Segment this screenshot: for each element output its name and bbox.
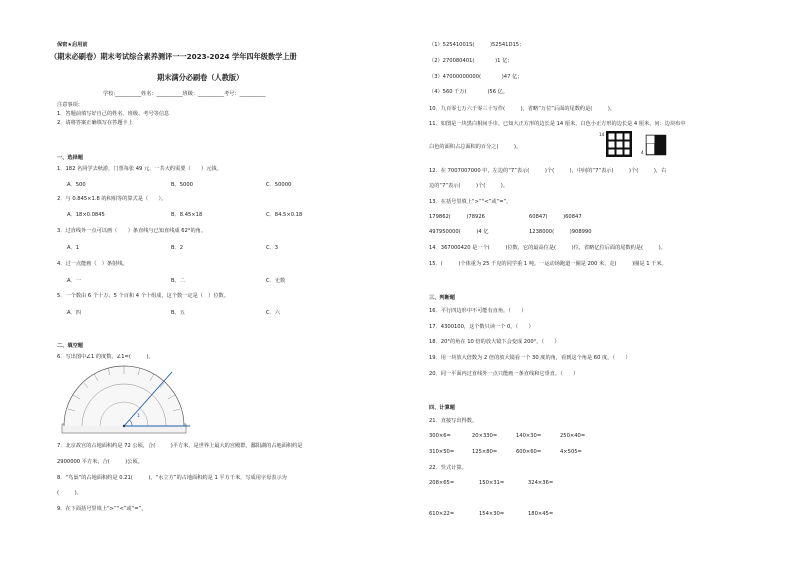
- q1-option-a: A．500: [67, 182, 86, 188]
- question-18: 18．20°的角在 10 倍的放大镜下会变成 200°。（ ）: [429, 339, 560, 345]
- calc-item: 4×505=: [560, 449, 582, 455]
- q5-option-a: A．四: [67, 310, 81, 316]
- question-17: 17．4300100，这个数只读一个 0。（ ）: [429, 324, 534, 330]
- calc-item: 250×40=: [560, 433, 586, 439]
- compare-item-4: （4）560 千万( )56 亿。: [429, 89, 509, 95]
- q5-option-c: C．六: [266, 310, 280, 316]
- question-8-line2: ( )。: [57, 490, 82, 496]
- q1-option-c: C．50000: [266, 182, 292, 188]
- question-12-line2: 边的“7”表示( )个( )。: [429, 183, 509, 189]
- question-13: 13．在括号里填上“>”“<”或“=”。: [429, 199, 512, 205]
- q4-option-b: B．二: [171, 278, 185, 284]
- figure-side-label-b: 4: [641, 150, 644, 155]
- compare-item-2: （2）270080401( )1 亿；: [429, 58, 513, 64]
- question-8-line1: 8．“鸟巢”的占地面积约是 0.21( )，“水立方”的占地面积约是 1 平方千米，写成用字母表示为: [57, 475, 287, 481]
- calc-item: 140×30=: [516, 433, 542, 439]
- question-6: 6．写出图中∠1 的度数，∠1=( )。: [57, 354, 154, 360]
- section-fill-title: 二、填空题: [57, 343, 83, 349]
- calc-item: 310×50=: [429, 449, 455, 455]
- q2-option-b: B．8.45×18: [171, 212, 203, 218]
- q13-item: 1238000( )908990: [529, 229, 592, 235]
- question-12-line1: 12．在 7007007000 中，左边的“7”表示( )个( )，中间的“7”表示( )个( )，右: [429, 168, 667, 174]
- q3-option-a: A．1: [67, 245, 80, 251]
- note-item: 2．请将答案正确填写在答题卡上: [57, 120, 133, 126]
- question-2: 2．与 0.845×1.8 的积相等的算式是（ ）。: [57, 196, 167, 202]
- q2-option-c: C．84.5×0.18: [266, 212, 303, 218]
- notes-heading: 注意事项：: [57, 102, 83, 108]
- question-20: 20．同一平面内过直线外一点只能画一条直线和它垂直。（ ）: [429, 371, 579, 377]
- section-judge-title: 三、判断题: [429, 295, 455, 301]
- q13-item: 60847( )60847: [529, 214, 582, 220]
- exam-subtitle: 期末满分必刷卷（人教版）: [157, 73, 244, 82]
- vertical-calc-item: 208×65=: [429, 480, 455, 486]
- question-4: 4．过一点能画（ ）条射线。: [57, 261, 128, 267]
- question-15: 15．( )个体重为 25 千克的同学重 1 吨。一运动场跑道一圈是 200 米，走( )圈是 1 千米。: [429, 261, 667, 267]
- q2-option-a: A．18×0.0845: [67, 212, 105, 218]
- q1-option-b: B．5000: [171, 182, 193, 188]
- question-3: 3．过直线外一点可以画（ ）条直线与已知直线成 62°的角。: [57, 228, 207, 234]
- question-9: 9．在下面括号里填上“>”“<”或“=”。: [57, 506, 147, 512]
- q4-option-a: A．一: [67, 278, 81, 284]
- q3-option-b: B．2: [171, 245, 184, 251]
- vertical-calc-item: 154×30=: [479, 511, 505, 517]
- question-1: 1．182 名同学去秋游，门票每张 49 元，一共大约需要（ ）元钱。: [57, 166, 222, 172]
- question-7-line2: 2900000 平方米，合( )公顷。: [57, 459, 143, 465]
- protractor-figure: [60, 364, 192, 436]
- question-10: 10．九百零七万六千零三十写作( )，省略“万位”后面的尾数约是( )。: [429, 106, 616, 112]
- exam-title: （期末必刷卷）期末考试综合素养测评一一2023-2024 学年四年级数学上册: [50, 52, 297, 61]
- question-16: 16．平行四边形中不可能有直角。（ ）: [429, 308, 527, 314]
- question-7-line1: 7．北京故宫的占地面积约是 72 公顷，合( )平方米，是世界上最大的宫殿群。鄱阳湖的占地面积约是: [57, 443, 303, 449]
- cloth-figure: [606, 131, 672, 159]
- question-19: 19．用一块放大倍数为 2 倍的放大镜看一个 30 度的角，看到这个角是 60 度。（ ）: [429, 355, 631, 361]
- secret-label: 保密★启用前: [57, 42, 88, 48]
- section-calc-title: 四、计算题: [429, 405, 455, 411]
- question-11-line2: 白色的面积占总面积的百分之( )。: [429, 144, 522, 150]
- q3-option-c: C．3: [266, 245, 279, 251]
- compare-item-1: （1）52541001S( )52541D15；: [429, 42, 525, 48]
- question-22: 22．竖式计算。: [429, 465, 467, 471]
- question-21: 21．直接写出得数。: [429, 418, 478, 424]
- compare-item-3: （3）47000000000( )47 亿；: [429, 74, 523, 80]
- vertical-calc-item: 180×45=: [528, 511, 554, 517]
- calc-item: 300×6=: [429, 433, 451, 439]
- student-info-fields: 学校:__________姓名：__________班级：__________考号：__________: [103, 91, 266, 97]
- calc-item: 20×330=: [472, 433, 498, 439]
- question-14: 14．367000420 是一个( )位数，它的最高位是( )位，省略亿位后面的尾数约是( )。: [429, 245, 666, 251]
- vertical-calc-item: 324×36=: [528, 480, 554, 486]
- q13-item: 497950000( )4 亿: [429, 229, 489, 235]
- q4-option-c: C．无数: [266, 278, 286, 284]
- section-choice-title: 一、选择题: [57, 155, 83, 161]
- question-5: 5．一个数由 6 个十万、5 个百和 4 个十组成，这个数一定是（ ）位数。: [57, 293, 229, 299]
- vertical-calc-item: 150×31=: [479, 480, 505, 486]
- figure-side-label-a: 14: [599, 132, 605, 137]
- q5-option-b: B．五: [171, 310, 185, 316]
- calc-item: 125×80=: [472, 449, 498, 455]
- question-11-line1: 11．如图是一块黑白相间手巾。已知大正方形的边长是 14 厘米，白色小正方形的边长是 4 厘米，问：边块布中: [429, 121, 686, 127]
- note-item: 1．答题前填写好自己的姓名、班级、考号等信息: [57, 111, 170, 117]
- q13-item: 179862( )78926: [429, 214, 485, 220]
- vertical-calc-item: 610×22=: [429, 511, 455, 517]
- angle-label: 1: [137, 414, 140, 419]
- calc-item: 600×60=: [516, 449, 542, 455]
